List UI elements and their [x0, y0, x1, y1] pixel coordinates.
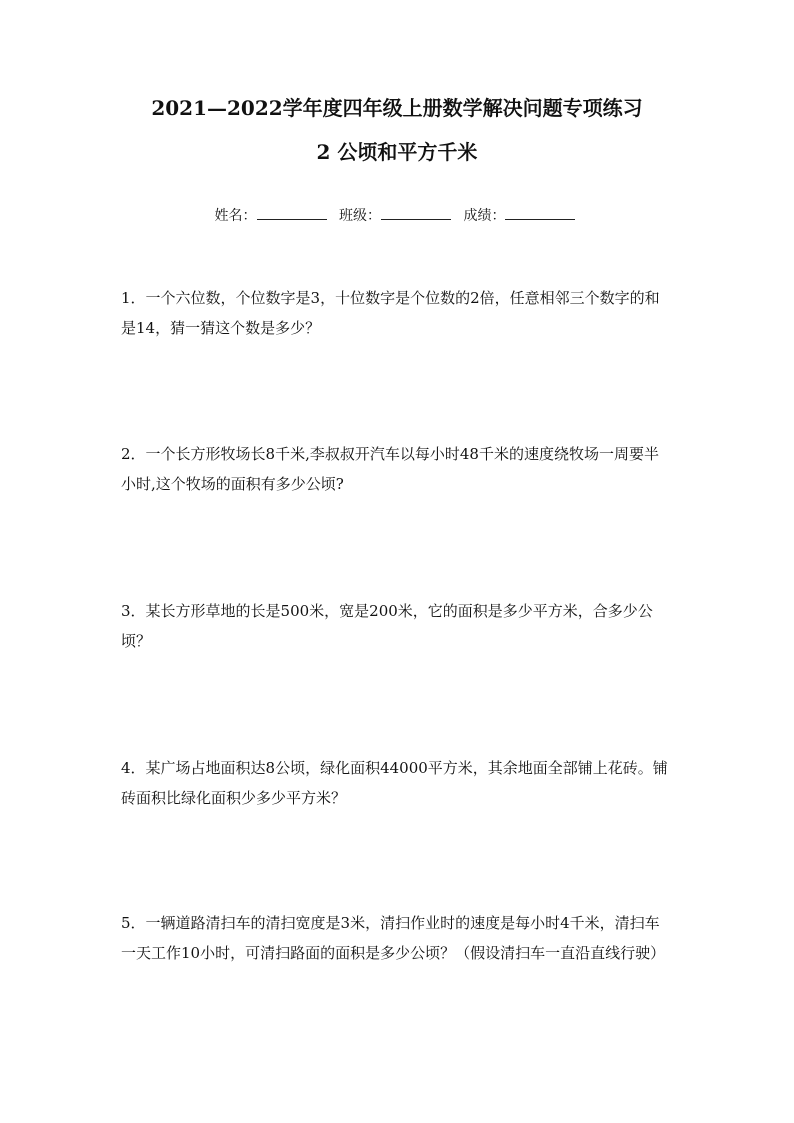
question-1: 1．一个六位数，个位数字是3，十位数字是个位数的2倍，任意相邻三个数字的和是14，猜一猜这个数是多少？	[121, 289, 660, 337]
class-blank[interactable]	[381, 207, 451, 220]
page-subtitle: 2 公顷和平方千米	[316, 140, 478, 164]
class-label: 班级：	[339, 208, 381, 224]
score-label: 成绩：	[463, 208, 506, 224]
page-title: 2021—2022学年度四年级上册数学解决问题专项练习	[151, 96, 643, 120]
question-4: 4．某广场占地面积达8公顷，绿化面积44000平方米，其余地面全部铺上花砖。铺砖面积比绿化面积少多少平方米？	[121, 759, 668, 807]
student-info-row	[0, 207, 794, 223]
name-blank[interactable]	[257, 207, 327, 220]
score-blank[interactable]	[505, 207, 575, 220]
question-2: 2．一个长方形牧场长8千米,李叔叔开汽车以每小时48千米的速度绕牧场一周要半小时,这个牧场的面积有多少公顷?	[121, 445, 659, 493]
name-field[interactable]	[215, 207, 331, 223]
name-label: 姓名：	[214, 208, 257, 224]
class-field[interactable]	[339, 207, 455, 223]
question-3: 3．某长方形草地的长是500米，宽是200米，它的面积是多少平方米，合多少公顷？	[121, 602, 653, 650]
question-5: 5．一辆道路清扫车的清扫宽度是3米，清扫作业时的速度是每小时4千米，清扫车一天工作10小时，可清扫路面的面积是多少公顷？（假设清扫车一直沿直线行驶）	[121, 914, 666, 962]
score-field[interactable]	[463, 207, 579, 223]
